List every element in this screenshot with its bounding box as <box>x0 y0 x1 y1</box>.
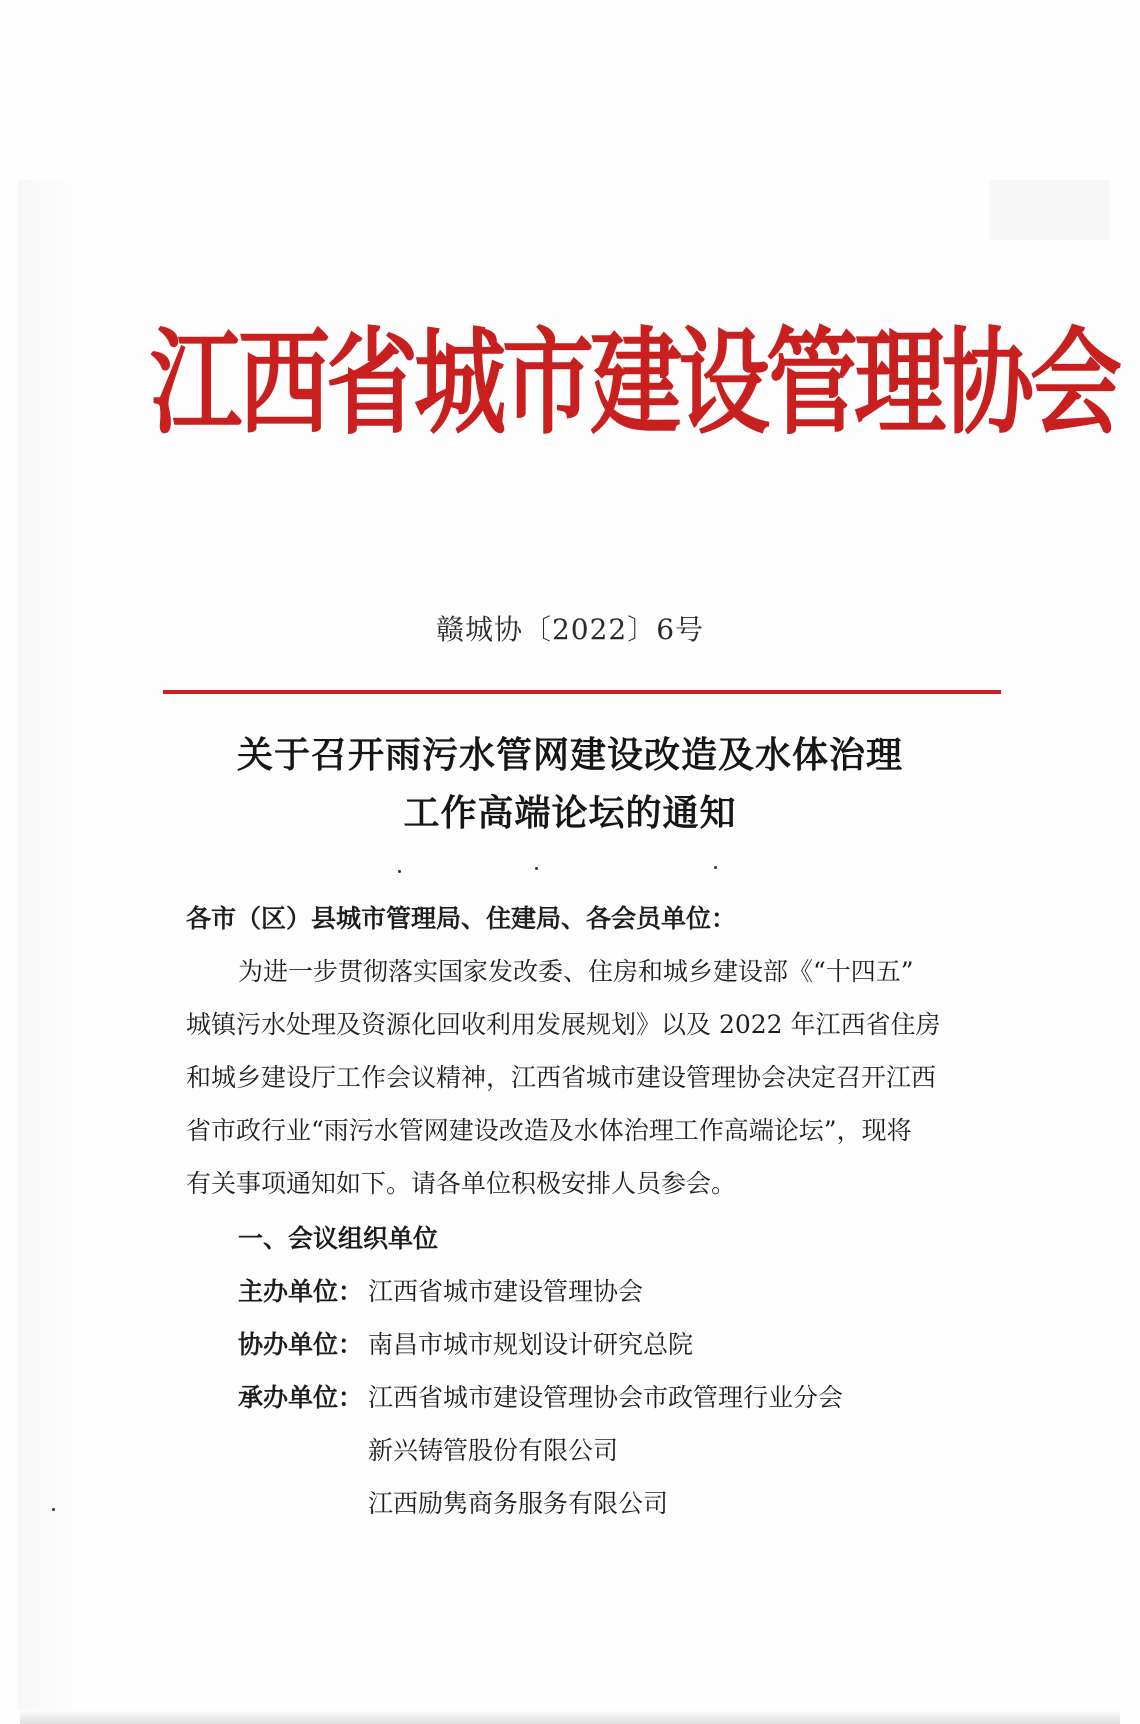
co-organizer-row <box>238 1318 693 1371</box>
scan-shading <box>18 180 78 1710</box>
salutation: 各市（区）县城市管理局、住建局、各会员单位： <box>186 904 737 933</box>
host-organizer-row <box>238 1265 643 1318</box>
undertaker-value: 江西省城市建设管理协会市政管理行业分会 <box>368 1383 844 1412</box>
paragraph-line: 和城乡建设厅工作会议精神，江西省城市建设管理协会决定召开江西 <box>186 1063 937 1092</box>
paragraph-line: 为进一步贯彻落实国家发改委、住房和城乡建设部《“十四五” <box>238 957 914 986</box>
scan-shading <box>990 180 1110 240</box>
scan-edge <box>20 1710 1120 1724</box>
host-value: 江西省城市建设管理协会 <box>368 1277 644 1306</box>
paragraph-line: 城镇污水处理及资源化回收利用发展规划》以及 2022 年江西省住房 <box>186 1010 941 1039</box>
co-organizer-value: 南昌市城市规划设计研究总院 <box>368 1330 694 1359</box>
notice-title-line-1: 关于召开雨污水管网建设改造及水体治理 <box>236 735 903 776</box>
section-heading: 一、会议组织单位 <box>238 1224 439 1253</box>
paragraph-line: 省市政行业“雨污水管网建设改造及水体治理工作高端论坛”，现将 <box>186 1116 912 1145</box>
scan-speck <box>52 1508 55 1511</box>
organization-header: 江西省城市建设管理协会 <box>150 315 1119 450</box>
document-number: 赣城协〔2022〕6号 <box>435 613 705 646</box>
co-organizer-label: 协办单位： <box>238 1330 364 1359</box>
notice-title-line-2: 工作高端论坛的通知 <box>403 793 737 834</box>
paragraph-line: 有关事项通知如下。请各单位积极安排人员参会。 <box>186 1169 737 1198</box>
undertaker-row <box>238 1371 843 1424</box>
scan-speck <box>398 870 401 873</box>
scan-speck <box>714 866 717 869</box>
red-divider <box>163 690 1001 694</box>
host-label: 主办单位： <box>238 1277 364 1306</box>
undertaker-value: 新兴铸管股份有限公司 <box>368 1436 619 1465</box>
undertaker-label: 承办单位： <box>238 1383 364 1412</box>
undertaker-value: 江西励隽商务服务有限公司 <box>368 1489 669 1518</box>
undertaker-row-continued <box>238 1424 618 1477</box>
undertaker-row-continued <box>238 1477 668 1530</box>
scan-speck <box>535 867 538 870</box>
